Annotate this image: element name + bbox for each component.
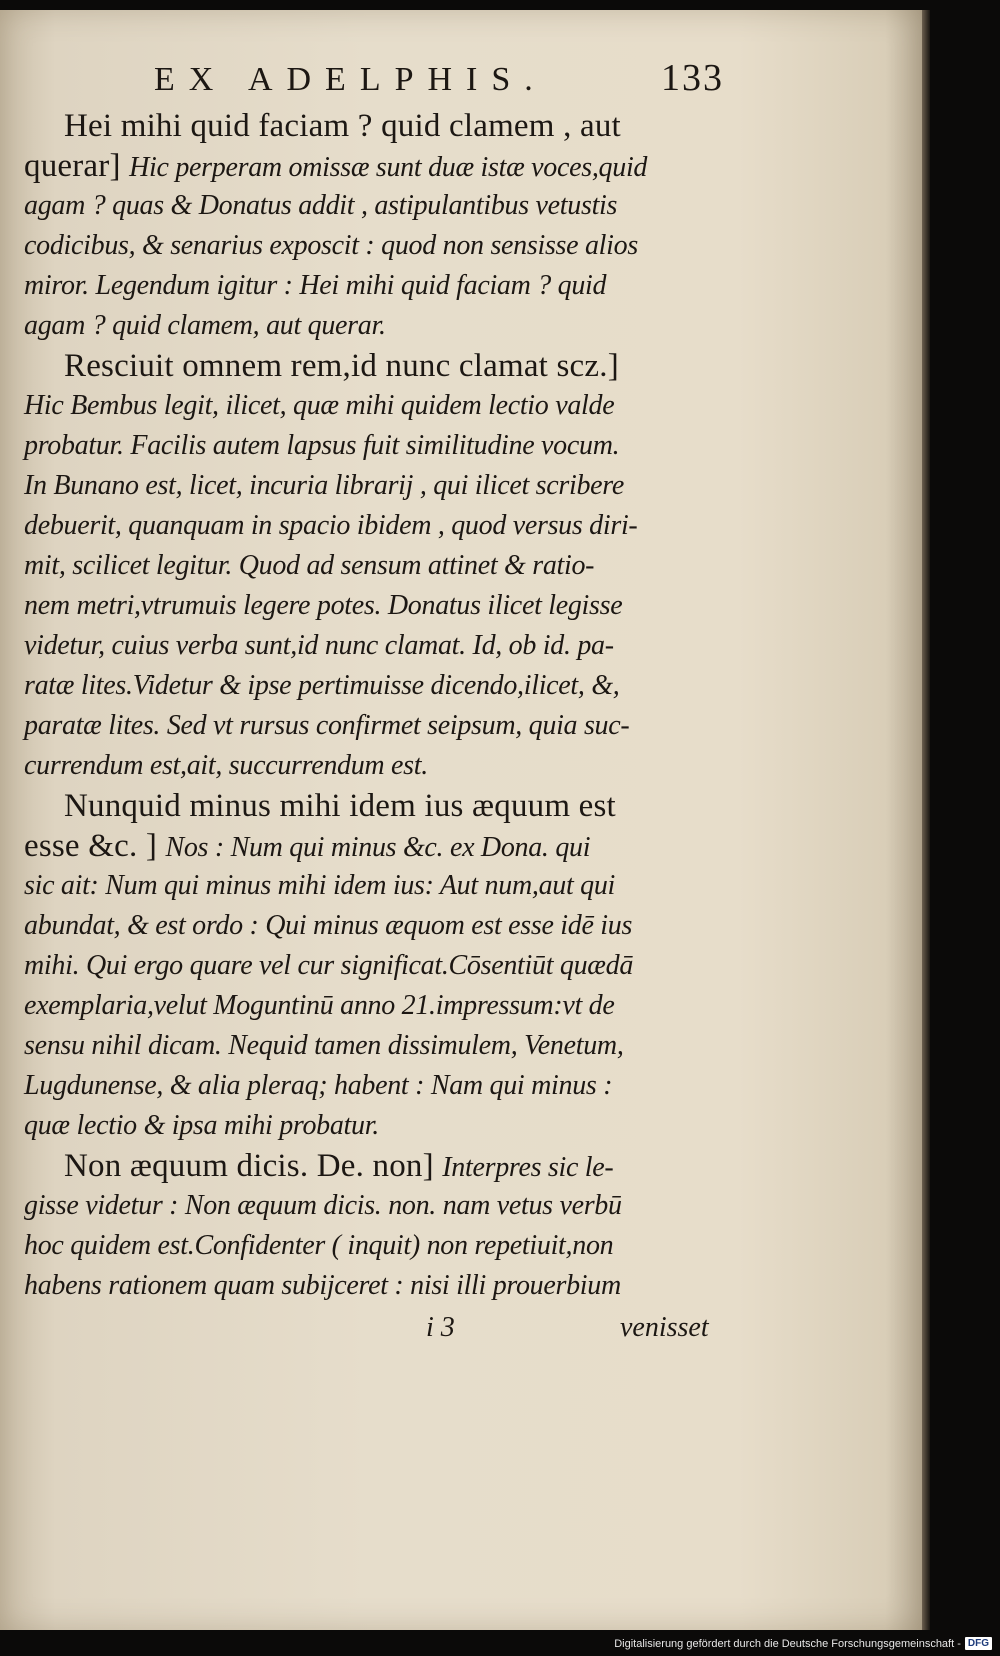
commentary-text: Lugdunense, & alia pleraq; habent : Nam qui minus : [24, 1070, 613, 1101]
commentary-text: sensu nihil dicam. Nequid tamen dissimulem, Venetum, [24, 1030, 624, 1061]
commentary-text: currendum est,ait, succurrendum est. [24, 750, 428, 781]
text-line [24, 306, 724, 346]
text-line [24, 1186, 724, 1226]
commentary-text: quæ lectio & ipsa mihi probatur. [24, 1110, 379, 1141]
commentary-text: habens rationem quam subijceret : nisi illi prouerbium [24, 1270, 621, 1301]
commentary-text: Hic Bembus legit, ilicet, quæ mihi quidem lectio valde [24, 390, 615, 421]
page-number: 133 [661, 57, 724, 99]
commentary-body [24, 106, 724, 1306]
commentary-text: abundat, & est ordo : Qui minus æquom est esse idē ius [24, 910, 633, 941]
commentary-text: exemplaria,velut Moguntinū anno 21.impressum:vt de [24, 990, 615, 1021]
text-line [24, 386, 724, 426]
commentary-text: sic ait: Num qui minus mihi idem ius: Aut num,aut qui [24, 870, 616, 901]
text-line [24, 506, 724, 546]
lemma-text: Nunquid minus mihi idem ius æquum est [64, 788, 616, 824]
text-line [24, 466, 724, 506]
text-line [24, 1066, 724, 1106]
text-line [24, 626, 724, 666]
text-line [24, 666, 724, 706]
text-line [24, 906, 724, 946]
commentary-text: miror. Legendum igitur : Hei mihi quid faciam ? quid [24, 270, 607, 301]
lemma-text: querar] [24, 148, 130, 184]
text-line [24, 1266, 724, 1306]
commentary-text: videtur, cuius verba sunt,id nunc clamat. Id, ob id. pa- [24, 630, 614, 661]
text-line [24, 106, 724, 146]
commentary-text: gisse videtur : Non æquum dicis. non. nam vetus verbū [24, 1190, 622, 1221]
commentary-text: agam ? quid clamem, aut querar. [24, 310, 386, 341]
text-line [24, 1146, 724, 1186]
commentary-text: mit, scilicet legitur. Quod ad sensum attinet & ratio- [24, 550, 595, 581]
commentary-text: debuerit, quanquam in spacio ibidem , quod versus diri- [24, 510, 638, 541]
text-line [24, 866, 724, 906]
dfg-logo: DFG [965, 1637, 992, 1650]
commentary-text: Nos : Num qui minus &c. ex Dona. qui [165, 832, 591, 863]
page-edge [922, 10, 930, 1630]
text-line [24, 1026, 724, 1066]
text-line [24, 266, 724, 306]
lemma-text: Resciuit omnem rem,id nunc clamat scz.] [64, 348, 619, 384]
text-line [24, 346, 724, 386]
digitization-credit [614, 1637, 992, 1650]
running-title: EX ADELPHIS. [154, 61, 547, 98]
lemma-text: esse &c. ] [24, 828, 166, 864]
text-line [24, 746, 724, 786]
commentary-text: hoc quidem est.Confidenter ( inquit) non repetiuit,non [24, 1230, 614, 1261]
signature-mark: i 3 [426, 1312, 455, 1343]
signature-line [24, 1306, 724, 1350]
commentary-text: In Bunano est, licet, incuria librarij , qui ilicet scribere [24, 470, 624, 501]
credit-text: Digitalisierung gefördert durch die Deutsche Forschungsgemeinschaft - [614, 1637, 961, 1650]
commentary-text: paratæ lites. Sed vt rursus confirmet seipsum, quia suc- [24, 710, 630, 741]
commentary-text: probatur. Facilis autem lapsus fuit similitudine vocum. [24, 430, 620, 461]
text-line [24, 146, 724, 186]
commentary-text: codicibus, & senarius exposcit : quod non sensisse alios [24, 230, 638, 261]
text-line [24, 226, 724, 266]
commentary-text: ratæ lites.Videtur & ipse pertimuisse dicendo,ilicet, &, [24, 670, 620, 701]
text-line [24, 706, 724, 746]
text-line [24, 826, 724, 866]
text-line [24, 586, 724, 626]
commentary-text: mihi. Qui ergo quare vel cur significat.Cōsentiūt quædā [24, 950, 634, 981]
lemma-text: Non æquum dicis. De. non] [64, 1148, 443, 1184]
text-line [24, 946, 724, 986]
commentary-text: nem metri,vtrumuis legere potes. Donatus ilicet legisse [24, 590, 623, 621]
text-line [24, 1226, 724, 1266]
commentary-text: Hic perperam omissæ sunt duæ istæ voces,quid [129, 152, 648, 183]
text-line [24, 786, 724, 826]
page-text [24, 56, 724, 1350]
running-header [24, 56, 724, 100]
lemma-text: Hei mihi quid faciam ? quid clamem , aut [64, 108, 621, 144]
text-line [24, 986, 724, 1026]
text-line [24, 1106, 724, 1146]
commentary-text: Interpres sic le- [442, 1152, 614, 1183]
text-line [24, 546, 724, 586]
catchword: venisset [620, 1312, 709, 1343]
text-line [24, 426, 724, 466]
text-line [24, 186, 724, 226]
commentary-text: agam ? quas & Donatus addit , astipulantibus vetustis [24, 190, 618, 221]
